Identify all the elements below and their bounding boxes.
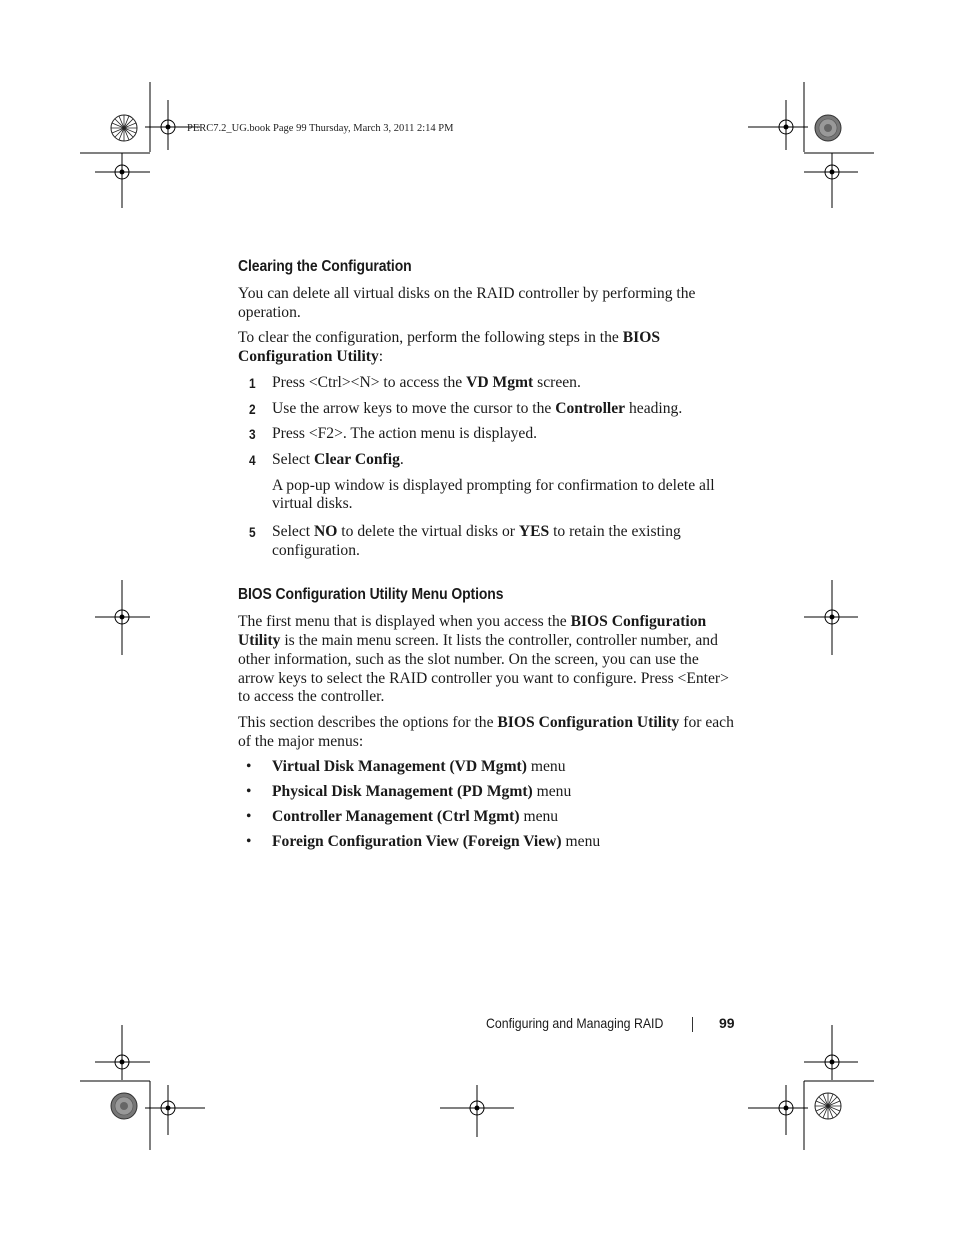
menu-list [238, 758, 738, 852]
list-item: • Foreign Configuration View (Foreign View) menu [246, 833, 601, 851]
paragraph-intro: You can delete all virtual disks on the RAID controller by performing the operation. [238, 285, 696, 321]
footer-chapter-title: Configuring and Managing RAID [486, 1015, 664, 1031]
bullet-icon: • [246, 833, 252, 851]
step-item: 4 Select Clear Config. [249, 450, 404, 468]
steps-list [238, 374, 738, 470]
list-item: • Physical Disk Management (PD Mgmt) menu [246, 783, 572, 801]
step-item: 5 Select NO to delete the virtual disks or YES to retain the existing configuration. [249, 523, 681, 559]
footer-divider [692, 1017, 693, 1032]
step-item: 1 Press <Ctrl><N> to access the VD Mgmt screen. [249, 373, 581, 391]
paragraph-menu-intro: The first menu that is displayed when you access the BIOS Configuration Utility is the main menu screen. It lists the controller, controller number, and other information, such as the slot number. On the screen, you can use the arrow keys to select the RAID controller you want to configure. Press <Enter> to access the controller. [238, 613, 729, 706]
paragraph-steps-intro: To clear the configuration, perform the following steps in the BIOS Configuration Utility: [238, 329, 661, 366]
bios-utility-term: BIOS Configuration Utility [238, 329, 661, 366]
steps-list-continued [238, 523, 738, 560]
page-footer [486, 1015, 735, 1031]
bullet-icon: • [246, 758, 252, 776]
step-item: 2 Use the arrow keys to move the cursor to the Controller heading. [249, 399, 683, 417]
section-heading-menu-options: BIOS Configuration Utility Menu Options [238, 586, 504, 604]
step-item: 3 Press <F2>. The action menu is displayed. [249, 425, 538, 443]
list-item: • Controller Management (Ctrl Mgmt) menu [246, 808, 559, 826]
bullet-icon: • [246, 808, 252, 826]
book-file-stamp: PERC7.2_UG.book Page 99 Thursday, March 3, 2011 2:14 PM [187, 123, 454, 134]
section-heading-clearing: Clearing the Configuration [238, 258, 412, 275]
bullet-icon: • [246, 783, 252, 801]
paragraph-options: This section describes the options for the BIOS Configuration Utility for each of the major menus: [238, 713, 734, 750]
page-number: 99 [719, 1015, 735, 1031]
step4-note: A pop-up window is displayed prompting for confirmation to delete all virtual disks. [272, 476, 715, 513]
page-content [238, 258, 738, 858]
list-item: • Virtual Disk Management (VD Mgmt) menu [246, 758, 566, 776]
